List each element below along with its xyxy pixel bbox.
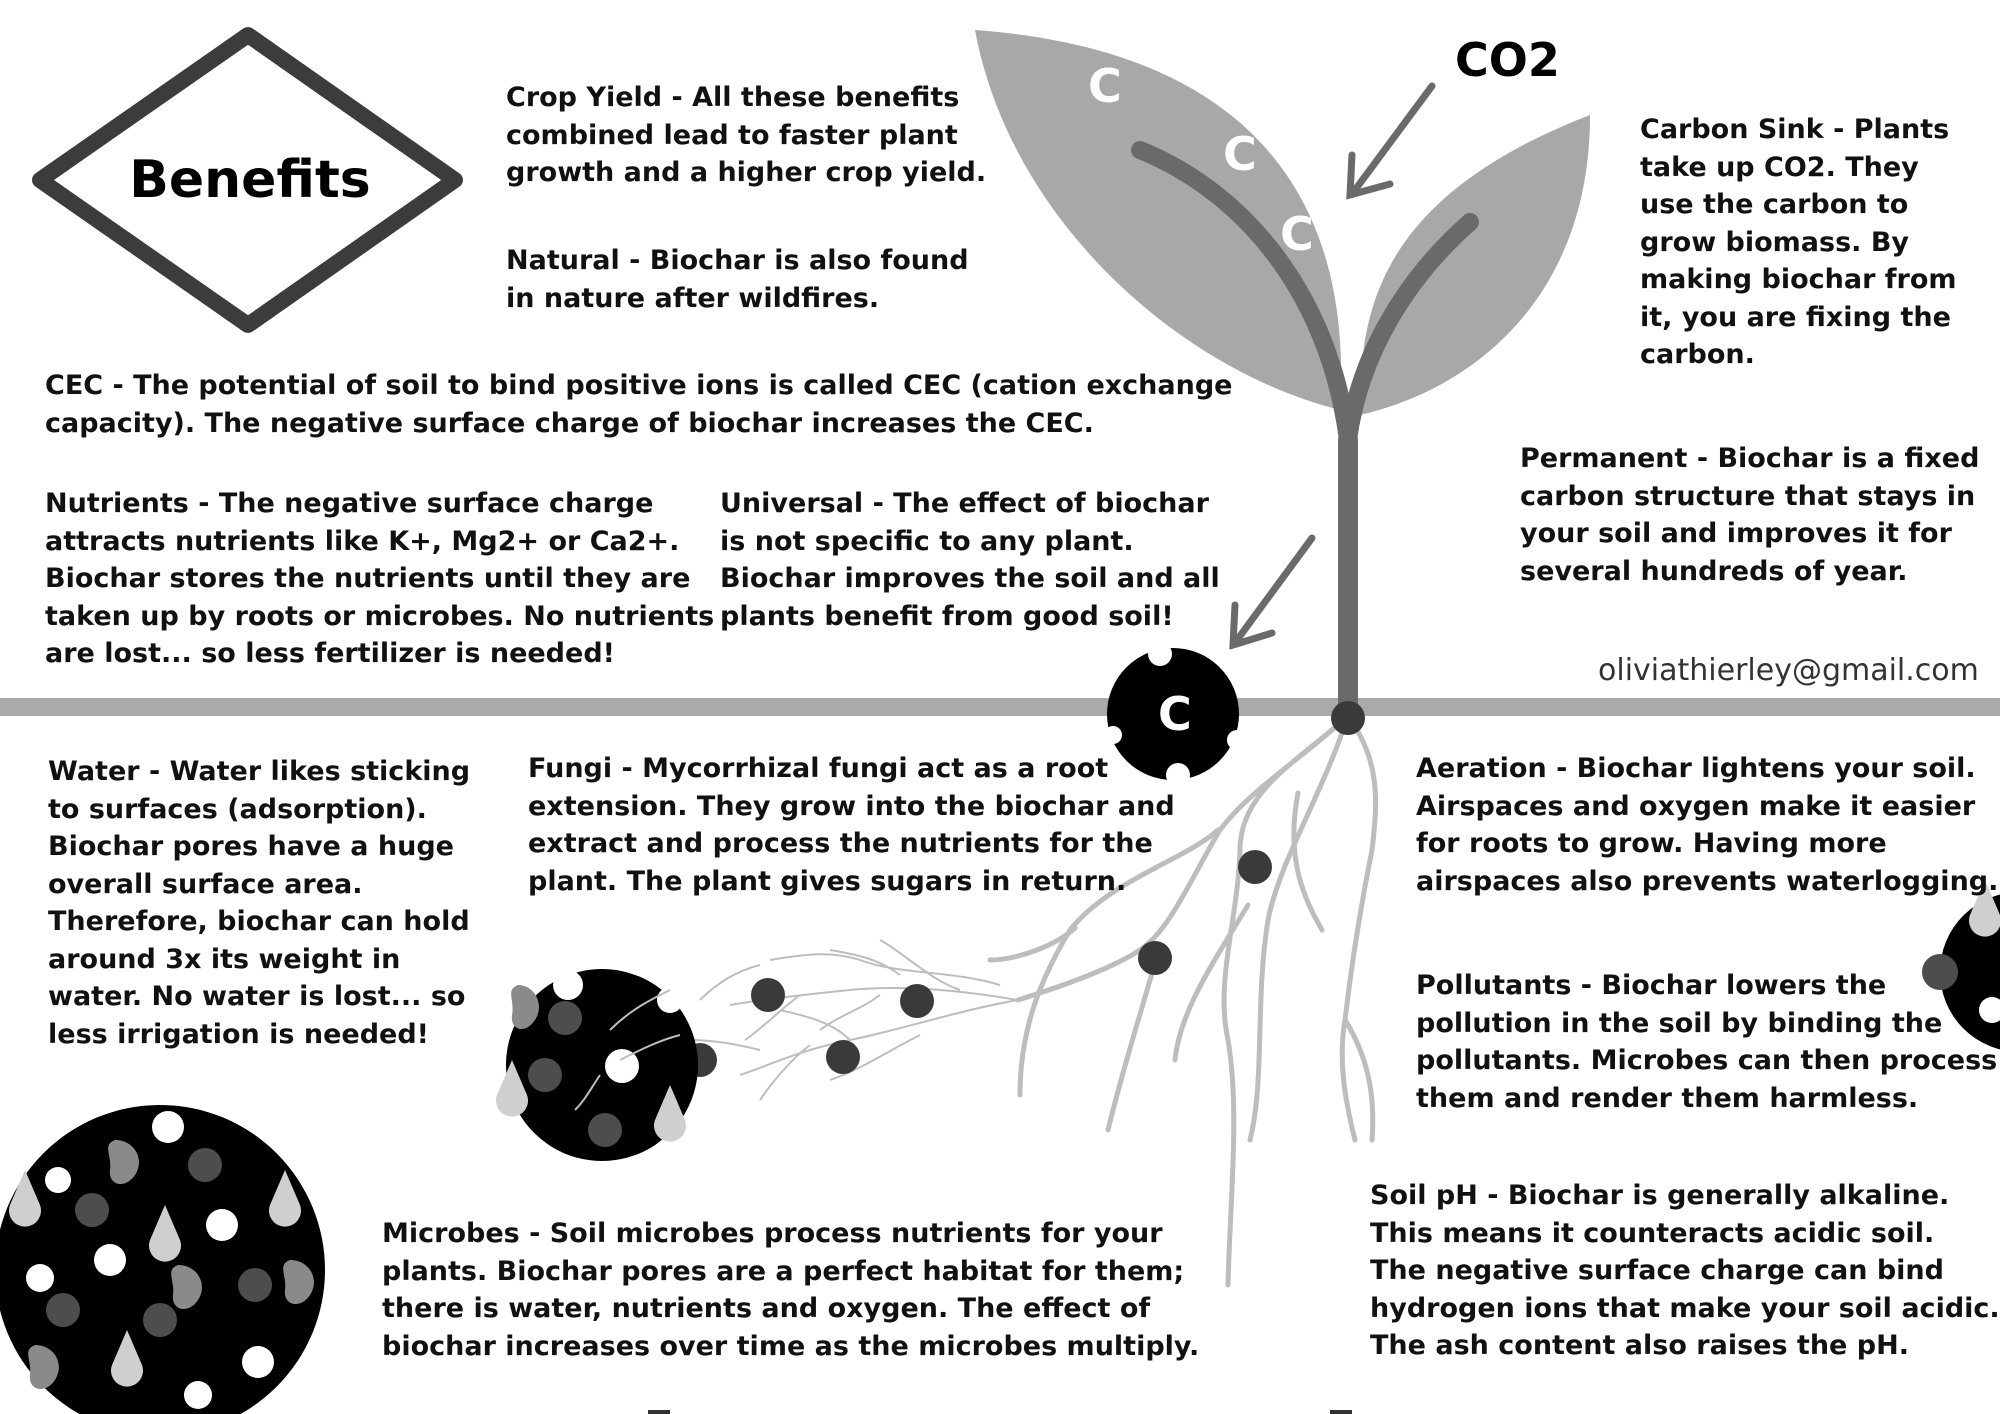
pollutants-text: Pollutants - Biochar lowers the pollution in the soil by binding the pollutants. Microbes can then process them and render them harmless. (1416, 970, 1998, 1114)
leaf-carbon-3: C (1280, 207, 1314, 261)
bottom-tick-left (648, 1410, 670, 1414)
universal-text: Universal - The effect of biochar is not specific to any plant. Biochar improves the soil and all plants benefit from good soil! (720, 488, 1220, 632)
right-leaf (1360, 115, 1590, 415)
nutrients-text: Nutrients - The negative surface charge attracts nutrients like K+, Mg2+ or Ca2+. Biochar stores the nutrients until they are taken up by roots or microbes. No nutrients are lost... so less fertilizer is needed! (45, 488, 715, 669)
author-email: oliviathierley@gmail.com (1598, 653, 1979, 688)
co2-arrow (1350, 86, 1432, 195)
leaf-carbon-1: C (1088, 59, 1122, 113)
permanent-text: Permanent - Biochar is a fixed carbon structure that stays in your soil and improves it for several hundreds of year. (1520, 443, 1980, 587)
leaf-carbon-2: C (1223, 127, 1257, 181)
cec-text: CEC - The potential of soil to bind positive ions is called CEC (cation exchange capacity). The negative surface charge of biochar increases the CEC. (45, 370, 1233, 439)
carbon-down-arrow (1233, 538, 1312, 645)
particle-carbon-symbol: C (1158, 687, 1192, 741)
fungi-text: Fungi - Mycorrhizal fungi act as a root extension. They grow into the biochar and extract and process the nutrients for the plant. The plant gives sugars in return. (528, 753, 1175, 897)
natural-text: Natural - Biochar is also found in nature after wildfires. (506, 245, 969, 314)
microbes-text: Microbes - Soil microbes process nutrients for your plants. Biochar pores are a perfect habitat for them; there is water, nutrients and oxygen. The effect of biochar increases over time as the microbes multiply. (382, 1218, 1200, 1362)
water-text: Water - Water likes sticking to surfaces (adsorption). Biochar pores have a huge overall surface area. Therefore, biochar can hold around 3x its weight in water. No water is lost... so less irrigation is needed! (48, 756, 471, 1050)
carbon-sink-text: Carbon Sink - Plants take up CO2. They use the carbon to grow biomass. By making biochar from it, you are fixing the carbon. (1640, 114, 1957, 370)
bottom-tick-right (1330, 1410, 1352, 1414)
page-title: Benefits (129, 150, 371, 210)
biochar-fungi-particle (496, 969, 698, 1161)
aeration-text: Aeration - Biochar lightens your soil. Airspaces and oxygen make it easier for roots to grow. Having more airspaces also prevents waterlogging. (1416, 753, 1999, 897)
biochar-microbes-particle (0, 1105, 325, 1414)
co2-label: CO2 (1455, 33, 1560, 87)
soil-ph-text: Soil pH - Biochar is generally alkaline. This means it counteracts acidic soil. The negative surface charge can bind hydrogen ions that make your soil acidic. The ash content also raises the pH. (1370, 1180, 2000, 1361)
soil-surface-line (0, 698, 2000, 716)
fungi-hyphae (690, 940, 1018, 1100)
fungi-nutrient-dots (683, 978, 934, 1077)
crop-yield-text: Crop Yield - All these benefits combined lead to faster plant growth and a higher crop yield. (506, 82, 987, 188)
